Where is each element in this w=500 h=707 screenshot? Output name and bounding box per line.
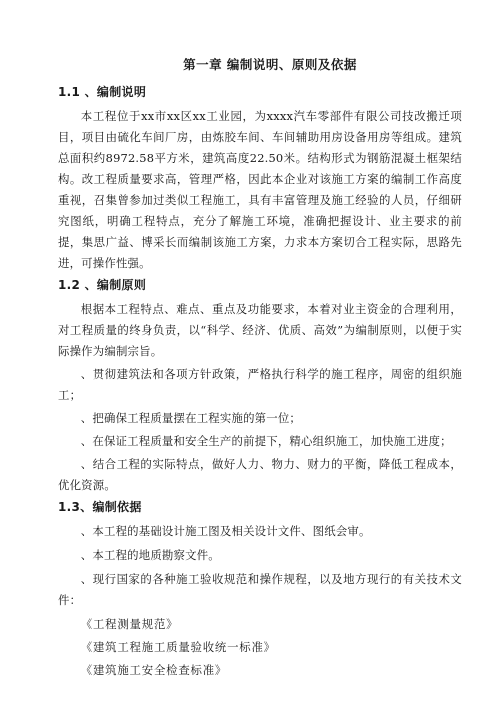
paragraph: 、结合工程的实际特点，做好人力、物力、财力的平衡，降低工程成本，优化资源。 xyxy=(58,457,462,492)
section-heading: 1.3、编制依据 xyxy=(58,500,142,514)
section-compilation-description xyxy=(58,83,462,274)
paragraph: 本工程位于xx市xx区xx工业园，为xxxx汽车零部件有限公司技改搬迁项目，项目由硫化车间厂房，由炼胶车间、车间辅助用房设备用房等组成。建筑总面积约8972.58平方米，建筑高度22.50米。结构形式为钢筋混凝土框架结构。改工程质量要求高，管理严格，因此本企业对该施工方案的编制工作高度重视，召集曾参加过类似工程施工，具有丰富管理及施工经验的人员，仔细研究图纸，明确工程特点，充分了解施工环境，准确把握设计、业主要求的前提，集思广益、博采长而编制该施工方案，力求本方案切合工程实际，思路先进，可操作性强。 xyxy=(58,109,462,270)
paragraph: 、本工程的地质勘察文件。 xyxy=(80,548,220,562)
standard-item: 《建筑工程施工质量验收统一标准》 xyxy=(80,640,276,654)
standard-item: 《工程测量规范》 xyxy=(80,617,179,631)
section-compilation-principles xyxy=(58,276,462,496)
section-heading: 1.2 、编制原则 xyxy=(58,278,147,292)
section-heading: 1.1 、编制说明 xyxy=(58,85,147,99)
chapter-title: 第一章 编制说明、原则及依据 xyxy=(183,57,357,72)
paragraph: 、把确保工程质量摆在工程实施的第一位； xyxy=(80,411,302,425)
paragraph: 根据本工程特点、难点、重点及功能要求，本着对业主资金的合理利用，对工程质量的终身负责，以“科学、经济、优质、高效”为编制原则，以便于实际操作为编制宗旨。 xyxy=(58,302,462,358)
paragraph: 、现行国家的各种施工验收规范和操作规程，以及地方现行的有关技术文件： xyxy=(58,572,462,607)
paragraph: 、贯彻建筑法和各项方针政策，严格执行科学的施工程序，周密的组织施工； xyxy=(58,367,462,402)
standard-item: 《建筑施工安全检查标准》 xyxy=(80,663,228,677)
section-compilation-basis xyxy=(58,498,462,681)
paragraph: 、本工程的基础设计施工图及相关设计文件、图纸会审。 xyxy=(80,524,371,538)
paragraph: 、在保证工程质量和安全生产的前提下，精心组织施工，加快施工进度； xyxy=(80,434,452,448)
